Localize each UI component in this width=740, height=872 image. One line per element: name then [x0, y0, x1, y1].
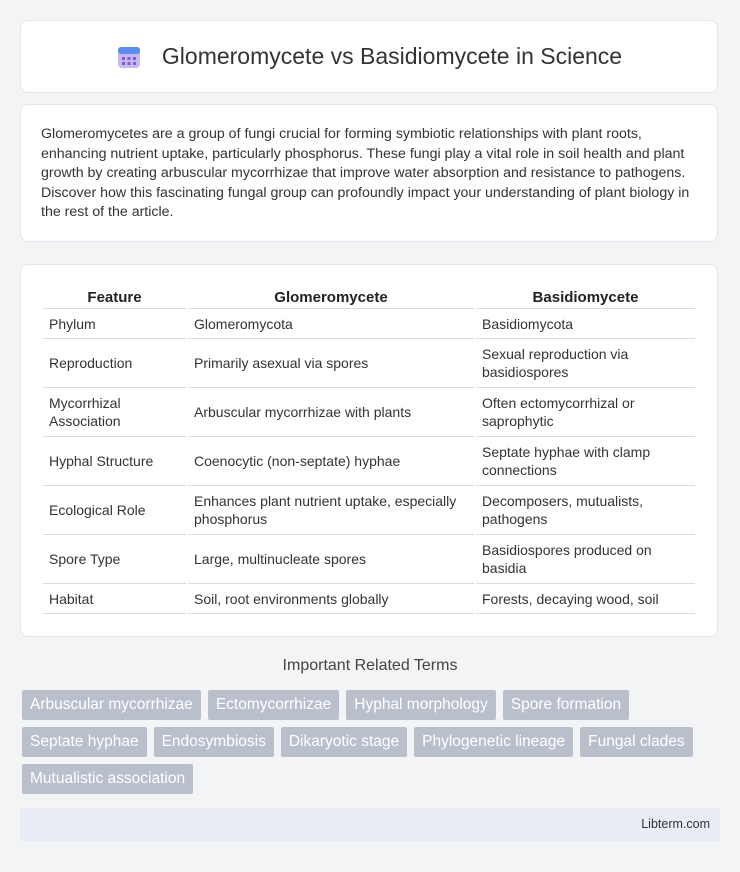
term-tag[interactable]: Endosymbiosis [154, 727, 274, 757]
term-tag[interactable]: Dikaryotic stage [281, 727, 407, 757]
footer-site-link[interactable]: Libterm.com [641, 817, 710, 831]
table-cell: Enhances plant nutrient uptake, especially phosphorus [188, 486, 474, 535]
column-header: Feature [43, 285, 186, 309]
table-cell: Mycorrhizal Association [43, 388, 186, 437]
table-row [43, 388, 695, 437]
calendar-icon [116, 44, 142, 70]
related-terms-list [22, 690, 722, 801]
table-row [43, 486, 695, 535]
term-tag[interactable]: Mutualistic association [22, 764, 193, 794]
table-cell: Sexual reproduction via basidiospores [476, 339, 695, 388]
footer [20, 808, 720, 841]
term-tag[interactable]: Fungal clades [580, 727, 693, 757]
table-cell: Glomeromycota [188, 309, 474, 339]
comparison-table [41, 285, 697, 614]
term-tag[interactable]: Ectomycorrhizae [208, 690, 339, 720]
related-terms-title: Important Related Terms [282, 657, 458, 674]
comparison-table-card [20, 264, 718, 637]
header-card [20, 20, 718, 93]
table-cell: Coenocytic (non-septate) hyphae [188, 437, 474, 486]
table-cell: Decomposers, mutualists, pathogens [476, 486, 695, 535]
table-cell: Forests, decaying wood, soil [476, 584, 695, 614]
term-tag[interactable]: Septate hyphae [22, 727, 147, 757]
table-cell: Habitat [43, 584, 186, 614]
table-cell: Large, multinucleate spores [188, 535, 474, 584]
table-header-row [43, 285, 695, 309]
table-cell: Spore Type [43, 535, 186, 584]
table-cell: Ecological Role [43, 486, 186, 535]
table-row [43, 339, 695, 388]
column-header: Glomeromycete [188, 285, 474, 309]
table-cell: Phylum [43, 309, 186, 339]
table-cell: Often ectomycorrhizal or saprophytic [476, 388, 695, 437]
table-cell: Primarily asexual via spores [188, 339, 474, 388]
term-tag[interactable]: Arbuscular mycorrhizae [22, 690, 201, 720]
table-cell: Hyphal Structure [43, 437, 186, 486]
table-cell: Basidiomycota [476, 309, 695, 339]
table-cell: Soil, root environments globally [188, 584, 474, 614]
table-cell: Septate hyphae with clamp connections [476, 437, 695, 486]
page-title: Glomeromycete vs Basidiomycete in Science [161, 43, 623, 69]
table-cell: Reproduction [43, 339, 186, 388]
column-header: Basidiomycete [476, 285, 695, 309]
intro-text: Glomeromycetes are a group of fungi crucial for forming symbiotic relationships with plant roots, enhancing nutrient uptake, particularly phosphorus. These fungi play a vital role in soil health and plant growth by creating arbuscular mycorrhizae that improve water absorption and resistance to pathogens. Discover how this fascinating fungal group can profoundly impact your understanding of plant biology in the rest of the article. [41, 126, 690, 220]
term-tag[interactable]: Spore formation [503, 690, 629, 720]
table-row [43, 437, 695, 486]
table-cell: Arbuscular mycorrhizae with plants [188, 388, 474, 437]
term-tag[interactable]: Hyphal morphology [346, 690, 496, 720]
table-row [43, 584, 695, 614]
intro-card [20, 104, 718, 242]
table-cell: Basidiospores produced on basidia [476, 535, 695, 584]
table-row [43, 309, 695, 339]
term-tag[interactable]: Phylogenetic lineage [414, 727, 573, 757]
table-row [43, 535, 695, 584]
